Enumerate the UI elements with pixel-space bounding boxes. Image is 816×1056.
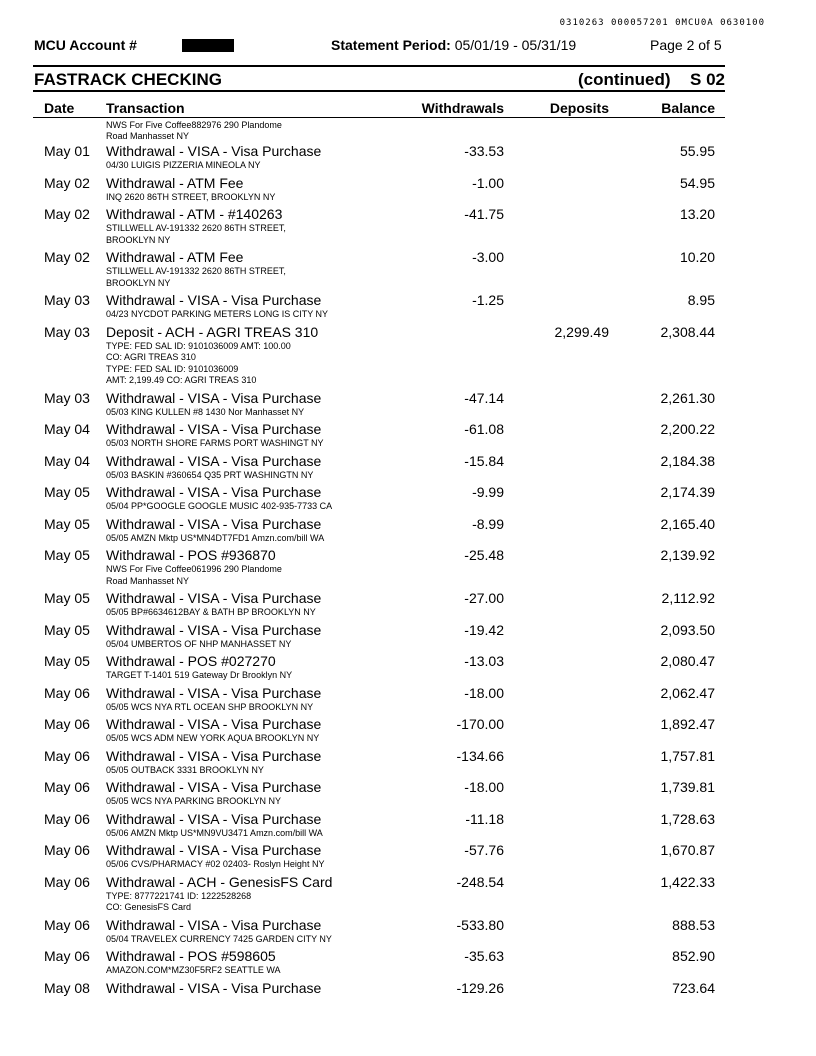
detail-line: 05/05 BP#6634612BAY & BATH BP BROOKLYN NY <box>106 607 316 617</box>
transaction-date: May 06 <box>44 684 90 701</box>
transaction-row <box>0 980 816 1000</box>
column-header-divider <box>33 117 725 118</box>
transaction-description: Withdrawal - VISA - Visa Purchase <box>106 916 322 933</box>
transaction-row <box>0 453 816 485</box>
transaction-row <box>0 716 816 748</box>
transaction-withdrawal: -1.25 <box>472 292 504 308</box>
account-label: MCU Account # <box>34 37 137 53</box>
transaction-date: May 02 <box>44 174 90 191</box>
transaction-date: May 05 <box>44 515 90 532</box>
transaction-row <box>0 874 816 917</box>
transaction-row <box>0 779 816 811</box>
transaction-description: Withdrawal - VISA - Visa Purchase <box>106 484 322 500</box>
transaction-row <box>0 206 816 249</box>
transaction-description: Deposit - ACH - AGRI TREAS 310 <box>106 323 319 340</box>
statement-period <box>331 37 576 53</box>
transaction-balance: 723.64 <box>672 979 715 996</box>
transaction-balance: 55.95 <box>679 143 715 159</box>
transaction-withdrawal: -57.76 <box>464 842 504 858</box>
redacted-account-number <box>182 39 234 52</box>
detail-line: INQ 2620 86TH STREET, BROOKLYN NY <box>106 191 276 202</box>
column-header-date: Date <box>44 100 75 116</box>
transaction-description: Withdrawal - VISA - Visa Purchase <box>106 590 322 606</box>
transaction-details <box>106 859 366 874</box>
transaction-description: Withdrawal - VISA - Visa Purchase <box>106 292 322 308</box>
header-divider <box>33 65 725 67</box>
transaction-description: Withdrawal - ATM Fee <box>106 249 244 265</box>
detail-line: Road Manhasset NY <box>106 131 190 141</box>
transaction-date: May 08 <box>44 979 90 996</box>
transaction-details <box>106 828 366 843</box>
transaction-details <box>106 223 366 249</box>
transaction-balance: 852.90 <box>672 948 715 964</box>
transaction-date: May 06 <box>44 873 90 890</box>
transaction-balance: 1,422.33 <box>660 873 715 890</box>
transaction-withdrawal: -8.99 <box>472 515 504 532</box>
transaction-withdrawal: -18.00 <box>464 684 504 701</box>
transaction-balance: 888.53 <box>672 916 715 933</box>
detail-line: AMT: 2,199.49 CO: AGRI TREAS 310 <box>106 375 257 385</box>
transaction-balance: 1,892.47 <box>660 716 715 732</box>
section-code: S 02 <box>690 70 725 89</box>
transaction-date: May 04 <box>44 421 90 437</box>
transaction-details <box>106 470 366 485</box>
transaction-details <box>106 891 366 917</box>
detail-line: TARGET T-1401 519 Gateway Dr Brooklyn NY <box>106 670 293 680</box>
transaction-balance: 1,739.81 <box>660 779 715 795</box>
transaction-description: Withdrawal - VISA - Visa Purchase <box>106 979 322 996</box>
transaction-date: May 05 <box>44 653 90 669</box>
transaction-withdrawal: -19.42 <box>464 621 504 638</box>
transaction-balance: 1,757.81 <box>660 747 715 764</box>
detail-line: TYPE: FED SAL ID: 9101036009 AMT: 100.00 <box>106 340 291 351</box>
transaction-balance: 2,080.47 <box>660 653 715 669</box>
transaction-description: Withdrawal - ATM Fee <box>106 174 244 191</box>
transaction-details <box>106 341 366 390</box>
transaction-details <box>106 934 366 949</box>
transaction-date: May 02 <box>44 249 90 265</box>
transaction-balance: 8.95 <box>687 292 715 308</box>
transaction-balance: 2,174.39 <box>660 484 715 500</box>
transaction-balance: 2,308.44 <box>660 323 715 340</box>
transaction-row <box>0 175 816 207</box>
transaction-row <box>0 249 816 292</box>
transaction-date: May 03 <box>44 389 90 406</box>
transaction-description: Withdrawal - VISA - Visa Purchase <box>106 621 322 638</box>
detail-line: 05/05 WCS ADM NEW YORK AQUA BROOKLYN NY <box>106 733 320 743</box>
transaction-row <box>0 842 816 874</box>
transaction-description: Withdrawal - VISA - Visa Purchase <box>106 421 322 437</box>
transaction-details <box>106 160 366 175</box>
transaction-date: May 06 <box>44 747 90 764</box>
section-divider <box>33 90 725 92</box>
detail-line: 05/03 NORTH SHORE FARMS PORT WASHINGT NY <box>106 438 324 448</box>
transaction-withdrawal: -129.26 <box>456 979 504 996</box>
detail-line: 04/30 LUIGIS PIZZERIA MINEOLA NY <box>106 160 261 170</box>
transaction-row <box>0 748 816 780</box>
detail-line: 05/03 KING KULLEN #8 1430 Nor Manhasset NY <box>106 406 305 417</box>
transaction-row <box>0 324 816 390</box>
transaction-row <box>0 421 816 453</box>
transaction-withdrawal: -18.00 <box>464 779 504 795</box>
transaction-balance: 2,093.50 <box>660 621 715 638</box>
detail-line: STILLWELL AV-191332 2620 86TH STREET, <box>106 223 286 233</box>
detail-line: NWS For Five Coffee061996 290 Plandome <box>106 564 282 574</box>
transaction-date: May 06 <box>44 842 90 858</box>
transaction-row <box>0 917 816 949</box>
transaction-withdrawal: -25.48 <box>464 547 504 563</box>
transaction-details <box>106 309 366 324</box>
transaction-details <box>106 702 366 717</box>
transaction-details <box>106 965 366 980</box>
transaction-date: May 05 <box>44 547 90 563</box>
detail-line: 05/04 UMBERTOS OF NHP MANHASSET NY <box>106 638 292 649</box>
transaction-description: Withdrawal - VISA - Visa Purchase <box>106 515 322 532</box>
transaction-details <box>106 796 366 811</box>
transaction-balance: 2,112.92 <box>661 590 715 606</box>
transaction-balance: 10.20 <box>679 249 715 265</box>
transaction-description: Withdrawal - POS #598605 <box>106 948 276 964</box>
transaction-details <box>106 639 366 654</box>
transaction-date: May 05 <box>44 621 90 638</box>
detail-line: 05/05 WCS NYA PARKING BROOKLYN NY <box>106 796 282 806</box>
transaction-withdrawal: -3.00 <box>472 249 504 265</box>
detail-line: 04/23 NYCDOT PARKING METERS LONG IS CITY NY <box>106 309 329 319</box>
transaction-row <box>0 685 816 717</box>
transaction-deposit: 2,299.49 <box>554 323 609 340</box>
column-header-deposits: Deposits <box>549 100 609 116</box>
detail-line: BROOKLYN NY <box>106 234 171 245</box>
transaction-description: Withdrawal - ACH - GenesisFS Card <box>106 873 333 890</box>
transaction-date: May 04 <box>44 452 90 469</box>
transaction-withdrawal: -33.53 <box>464 143 504 159</box>
detail-line: CO: AGRI TREAS 310 <box>106 352 196 362</box>
transaction-details <box>106 407 366 422</box>
transaction-description: Withdrawal - ATM - #140263 <box>106 206 283 222</box>
transaction-balance: 54.95 <box>679 174 715 191</box>
transaction-details <box>106 266 366 292</box>
transaction-balance: 2,062.47 <box>660 684 715 701</box>
transaction-withdrawal: -41.75 <box>464 206 504 222</box>
transaction-row <box>0 811 816 843</box>
transaction-row <box>0 390 816 422</box>
transaction-description: Withdrawal - POS #936870 <box>106 547 276 563</box>
section-title: FASTRACK CHECKING <box>34 70 222 89</box>
transaction-description: Withdrawal - POS #027270 <box>106 653 276 669</box>
statement-period-label: Statement Period: <box>331 37 451 53</box>
transaction-balance: 2,139.92 <box>660 547 715 563</box>
transaction-date: May 06 <box>44 716 90 732</box>
detail-line: AMAZON.COM*MZ30F5RF2 SEATTLE WA <box>106 965 281 975</box>
transaction-balance: 1,728.63 <box>660 810 715 827</box>
transaction-withdrawal: -47.14 <box>464 389 504 406</box>
detail-line: TYPE: 8777221741 ID: 1222528268 <box>106 890 252 901</box>
detail-line: 05/03 BASKIN #360654 Q35 PRT WASHINGTN NY <box>106 469 314 480</box>
transaction-row <box>0 292 816 324</box>
transaction-date: May 06 <box>44 948 90 964</box>
transaction-date: May 05 <box>44 590 90 606</box>
transaction-details <box>106 192 366 207</box>
transaction-withdrawal: -27.00 <box>464 590 504 606</box>
transaction-date: May 02 <box>44 206 90 222</box>
transaction-description: Withdrawal - VISA - Visa Purchase <box>106 810 322 827</box>
transaction-row <box>0 143 816 175</box>
transaction-withdrawal: -134.66 <box>456 747 504 764</box>
transaction-details <box>106 997 366 1000</box>
detail-line: STILLWELL AV-191332 2620 86TH STREET, <box>106 266 286 276</box>
detail-line: 05/05 WCS NYA RTL OCEAN SHP BROOKLYN NY <box>106 701 314 712</box>
transaction-details <box>106 733 366 748</box>
transaction-description: Withdrawal - VISA - Visa Purchase <box>106 842 322 858</box>
transaction-details <box>106 670 366 685</box>
transaction-date: May 06 <box>44 916 90 933</box>
transaction-list <box>0 143 816 1000</box>
transaction-description: Withdrawal - VISA - Visa Purchase <box>106 747 322 764</box>
transaction-details <box>106 533 366 548</box>
page-number: Page 2 of 5 <box>650 37 722 53</box>
detail-line: 05/06 CVS/PHARMACY #02 02403- Roslyn Height NY <box>106 859 325 869</box>
transaction-date: May 05 <box>44 484 90 500</box>
transaction-balance: 2,184.38 <box>660 452 715 469</box>
transaction-balance: 2,261.30 <box>660 389 715 406</box>
transaction-withdrawal: -533.80 <box>456 916 504 933</box>
transaction-details <box>106 438 366 453</box>
transaction-balance: 2,200.22 <box>660 421 715 437</box>
transaction-row <box>0 516 816 548</box>
transaction-date: May 03 <box>44 323 90 340</box>
transaction-withdrawal: -15.84 <box>464 452 504 469</box>
detail-line: 05/04 TRAVELEX CURRENCY 7425 GARDEN CITY NY <box>106 933 332 944</box>
detail-line: BROOKLYN NY <box>106 277 171 288</box>
detail-line: NWS For Five Coffee882976 290 Plandome <box>106 120 282 130</box>
detail-line: 05/04 PP*GOOGLE GOOGLE MUSIC 402-935-7733 CA <box>106 501 333 511</box>
transaction-description: Withdrawal - VISA - Visa Purchase <box>106 684 322 701</box>
transaction-withdrawal: -61.08 <box>464 421 504 437</box>
transaction-details <box>106 564 366 590</box>
transaction-date: May 06 <box>44 779 90 795</box>
statement-period-value: 05/01/19 - 05/31/19 <box>454 37 577 53</box>
transaction-row <box>0 948 816 980</box>
transaction-withdrawal: -13.03 <box>464 653 504 669</box>
transaction-row <box>0 484 816 516</box>
transaction-withdrawal: -1.00 <box>472 174 504 191</box>
transaction-withdrawal: -9.99 <box>472 484 504 500</box>
transaction-withdrawal: -11.18 <box>465 810 504 827</box>
transaction-row <box>0 622 816 654</box>
transaction-withdrawal: -35.63 <box>464 948 504 964</box>
column-header-transaction: Transaction <box>106 100 185 116</box>
column-header-withdrawals: Withdrawals <box>421 100 504 116</box>
transaction-balance: 2,165.40 <box>660 515 715 532</box>
transaction-details <box>106 607 366 622</box>
transaction-balance: 1,670.87 <box>660 842 715 858</box>
transaction-date: May 03 <box>44 292 90 308</box>
carryover-details <box>106 120 282 142</box>
section-continued: (continued) <box>578 70 671 89</box>
transaction-withdrawal: -170.00 <box>456 716 504 732</box>
transaction-description: Withdrawal - VISA - Visa Purchase <box>106 716 322 732</box>
transaction-row <box>0 653 816 685</box>
transaction-description: Withdrawal - VISA - Visa Purchase <box>106 779 322 795</box>
transaction-date: May 06 <box>44 810 90 827</box>
detail-line: 05/05 OUTBACK 3331 BROOKLYN NY <box>106 764 264 775</box>
detail-line: 05/06 AMZN Mktp US*MN9VU3471 Amzn.com/bill WA <box>106 827 323 838</box>
detail-line: Road Manhasset NY <box>106 575 190 586</box>
detail-line: 05/05 AMZN Mktp US*MN4DT7FD1 Amzn.com/bill WA <box>106 532 325 543</box>
transaction-description: Withdrawal - VISA - Visa Purchase <box>106 452 322 469</box>
transaction-date: May 01 <box>44 143 90 159</box>
document-code-line: 0310263 000057201 0MCU0A 0630100 <box>559 18 765 28</box>
transaction-row <box>0 590 816 622</box>
transaction-withdrawal: -248.54 <box>456 873 504 890</box>
transaction-details <box>106 501 366 516</box>
detail-line: TYPE: FED SAL ID: 9101036009 <box>106 363 239 374</box>
detail-line: CO: GenesisFS Card <box>106 902 192 912</box>
transaction-row <box>0 547 816 590</box>
transaction-description: Withdrawal - VISA - Visa Purchase <box>106 389 322 406</box>
transaction-balance: 13.20 <box>679 206 715 222</box>
transaction-details <box>106 765 366 780</box>
transaction-description: Withdrawal - VISA - Visa Purchase <box>106 143 322 159</box>
column-header-balance: Balance <box>661 100 715 116</box>
